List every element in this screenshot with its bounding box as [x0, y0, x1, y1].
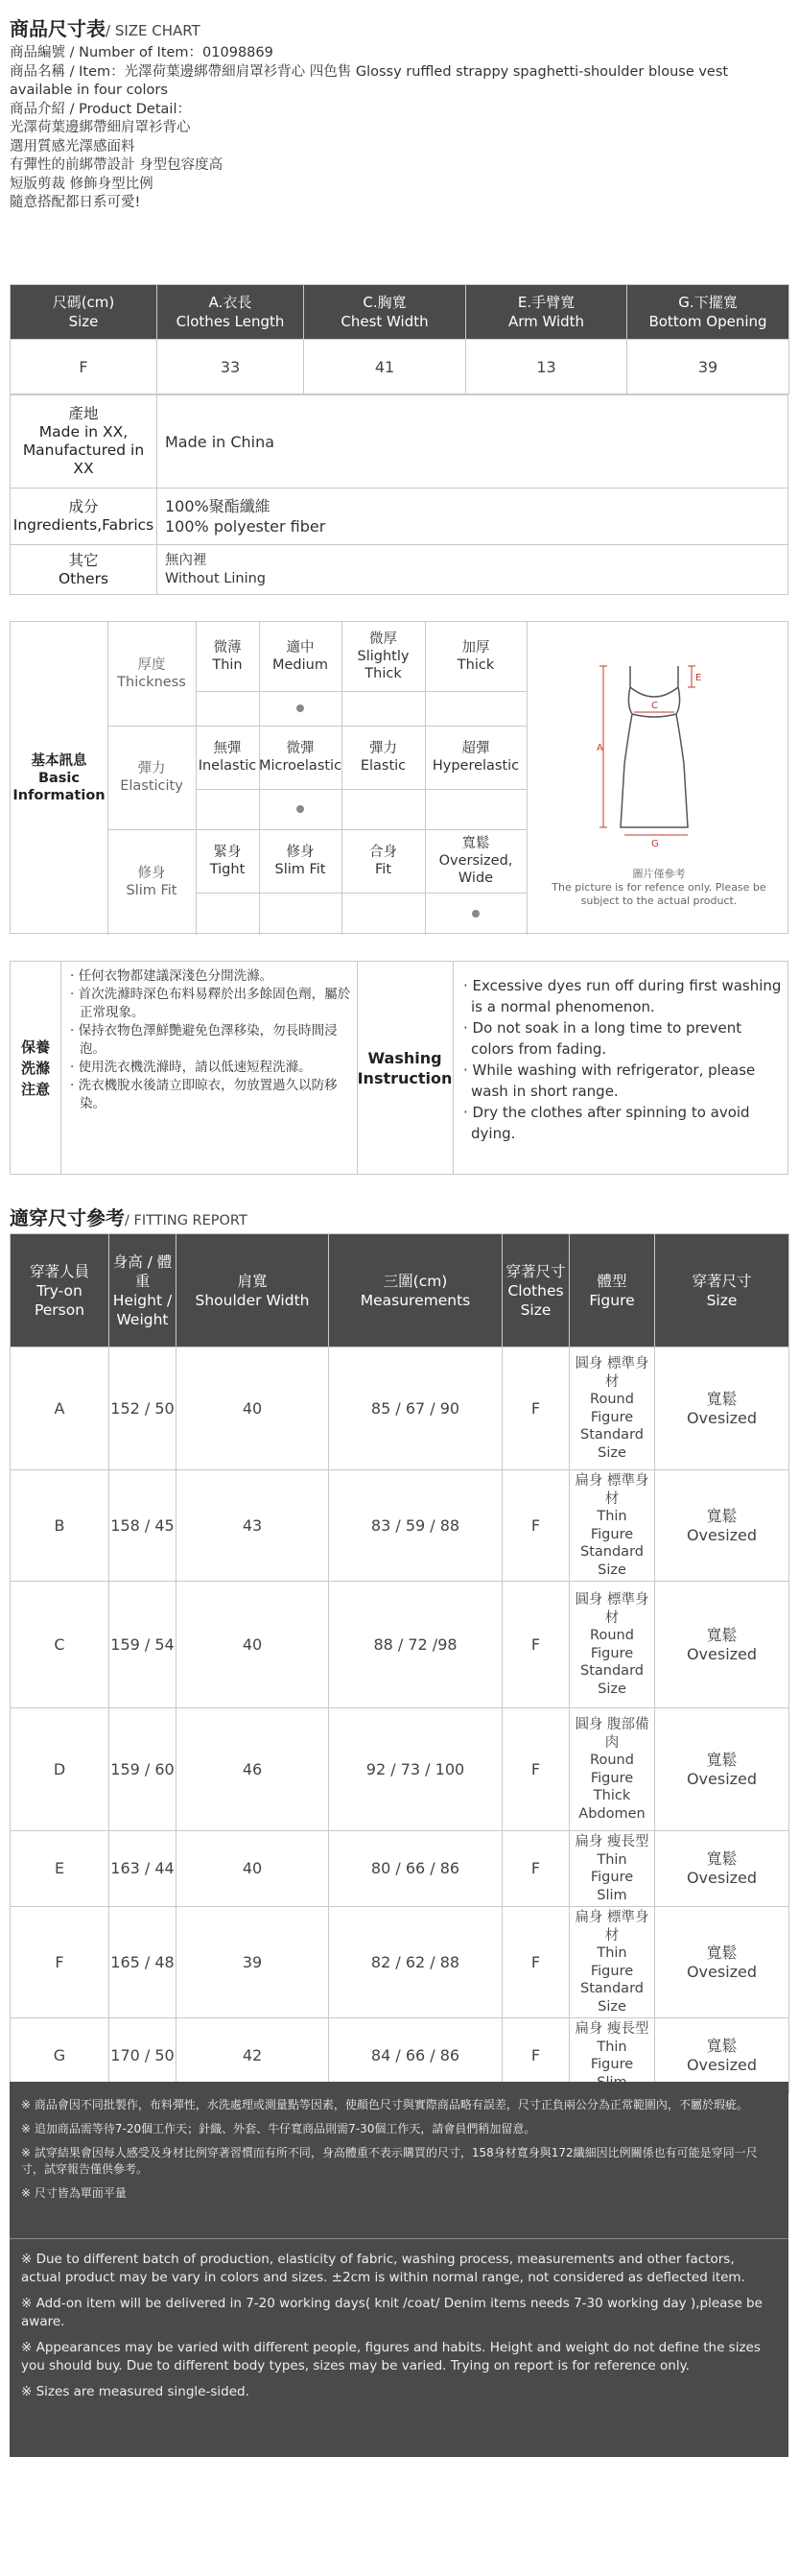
note-item: ※ Sizes are measured single-sided. [21, 2384, 249, 2399]
figure-header: 體型 Figure [570, 1234, 655, 1348]
fit-option-tight: 緊身 Tight [209, 845, 246, 877]
fit-option-oversized: 寬鬆 Oversized, Wide [438, 836, 513, 886]
arm-width-header: E.手臂寬 Arm Width [466, 285, 627, 340]
fitting-report-table [10, 1233, 789, 2094]
care-item-en: · Dry the clothes after spinning to avoid dying. [463, 1104, 750, 1142]
diagram-caption: 圖片僅參考 The picture is for refence only. Please be subject to the actual product. [552, 868, 766, 907]
care-item: · 洗衣機脫水後請立即晾衣，勿放置過久以防移染。 [70, 1078, 338, 1111]
note-item: ※ 追加商品需等待7-20個工作天；針織、外套、牛仔寬商品則需7-30個工作天，請會員們稍加留意。 [21, 2122, 536, 2135]
table-row: B 158 / 45 43 83 / 59 / 88 F 扁身 標準身材 Thin Figure Standard Size 寬鬆 Ovesized [11, 1470, 789, 1582]
diagram-label-e: E [695, 673, 702, 683]
origin-value: Made in China [157, 395, 788, 489]
clothes-size-header: 穿著尺寸 Clothes Size [503, 1234, 570, 1348]
product-detail-title: 商品介紹 / Product Detail： [10, 101, 191, 117]
clothes-length-header: A.衣長 Clothes Length [157, 285, 304, 340]
care-item: · 使用洗衣機洗滌時，請以低速短程洗滌。 [70, 1060, 312, 1075]
fit-option-fit: 合身 Fit [369, 845, 397, 877]
elasticity-option-microelastic: 微彈 Microelastic [258, 741, 342, 774]
thickness-option-thin: 微薄 Thin [212, 640, 243, 673]
table-row: A 152 / 50 40 85 / 67 / 90 F 圓身 標準身材 Round Figure Standard Size 寬鬆 Ovesized [11, 1348, 789, 1470]
diagram-label-g: G [651, 839, 659, 849]
basic-information-panel [10, 621, 788, 934]
size-chart-title-cn: 商品尺寸表 [10, 17, 106, 40]
size-chart-subtitle: / SIZE CHART [106, 22, 200, 39]
product-detail-item: 短版剪裁 修飾身型比例 [10, 176, 153, 192]
product-detail-item: 選用質感光澤感面料 [10, 138, 135, 155]
clothes-length-value: 33 [157, 340, 304, 394]
thickness-selected-dot [259, 691, 341, 726]
fitting-report-title: 適穿尺寸參考/ FITTING REPORT [10, 1206, 247, 1229]
care-item: · 保持衣物色澤鮮艷避免色澤移染，勿長時間浸泡。 [70, 1023, 338, 1057]
item-number: 商品編號 / Number of Item：01098869 [10, 45, 273, 60]
thickness-option-slightly-thick: 微厚 Slightly Thick [357, 632, 410, 681]
fit-label: 修身 Slim Fit [126, 866, 177, 898]
bottom-opening-header: G.下擺寬 Bottom Opening [627, 285, 789, 340]
origin-label: 產地 Made in XX, Manufactured in XX [11, 395, 157, 489]
item-name-line2: available in four colors [10, 83, 168, 98]
diagram-label-c: C [651, 701, 658, 711]
thickness-option-thick: 加厚 Thick [457, 640, 495, 673]
table-row: D 159 / 60 46 92 / 73 / 100 F 圓身 腹部備肉 Round Figure Thick Abdomen 寬鬆 Ovesized [11, 1708, 789, 1831]
table-row: E 163 / 44 40 80 / 66 / 86 F 扁身 瘦長型 Thin Figure Slim 寬鬆 Ovesized [11, 1831, 789, 1907]
product-attributes-table [10, 394, 788, 595]
ingredients-value: 100%聚酯纖維 100% polyester fiber [157, 489, 788, 545]
product-info [10, 44, 791, 213]
try-on-person-header: 穿著人員 Try-on Person [11, 1234, 109, 1348]
elasticity-option-hyperelastic: 超彈 Hyperelastic [432, 741, 520, 774]
table-row: G 170 / 50 42 84 / 66 / 86 F 扁身 瘦長型 Thin Figure 寬鬆 Ovesized [11, 2018, 789, 2094]
item-name-line1: 商品名稱 / Item：光澤荷葉邊綁帶細肩罩衫背心 四色售 Glossy ruffled strappy spaghetti-shoulder blouse vest [10, 63, 729, 80]
size-value: F [11, 340, 157, 394]
diagram-label-a: A [597, 743, 603, 753]
basic-info-label: 基本訊息 Basic Information [12, 753, 106, 803]
washing-instructions-panel [10, 961, 788, 1175]
care-item-en: · While washing with refrigerator, please wash in short range. [463, 1061, 756, 1100]
chest-width-value: 41 [304, 340, 466, 394]
table-row: C 159 / 54 40 88 / 72 /98 F 圓身 標準身材 Round Figure Standard Size 寬鬆 Ovesized [11, 1582, 789, 1708]
others-value: 無內裡 Without Lining [157, 545, 788, 595]
shoulder-width-header: 肩寬 Shoulder Width [176, 1234, 329, 1348]
arm-width-value: 13 [466, 340, 627, 394]
care-item-en: · Excessive dyes run off during first washing is a normal phenomenon. [463, 977, 782, 1015]
elasticity-label: 彈力 Elasticity [120, 761, 183, 794]
notes-cn [10, 2097, 788, 2209]
size-table [10, 284, 789, 394]
thickness-option-medium: 適中 Medium [272, 640, 328, 673]
measurements-header: 三圍(cm) Measurements [329, 1234, 503, 1348]
table-row: F 165 / 48 39 82 / 62 / 88 F 扁身 標準身材 Thin Figure Standard Size 寬鬆 Ovesized [11, 1907, 789, 2018]
height-weight-header: 身高 / 體重 Height / Weight [109, 1234, 176, 1348]
thickness-label: 厚度 Thickness [117, 657, 186, 690]
note-item: ※ Appearances may be varied with different people, figures and habits. Height and weight do not define the sizes you should buy. Due to different body types, sizes may be varied. Trying on report is for reference only. [21, 2340, 761, 2373]
others-label: 其它 Others [11, 545, 157, 595]
size-header: 尺碼(cm) Size [11, 285, 157, 340]
elasticity-selected-dot [259, 789, 341, 829]
note-item: ※ Add-on item will be delivered in 7-20 working days( knit /coat/ Denim items needs 7-30 working day ),please be aware. [21, 2296, 763, 2329]
product-detail-item: 光澤荷葉邊綁帶細肩罩衫背心 [10, 120, 191, 135]
product-detail-item: 有彈性的前綁帶設計 身型包容度高 [10, 157, 223, 173]
note-item: ※ Due to different batch of production, elasticity of fabric, washing process, measurements and other factors, actual product may be vary in colors and sizes. ±2cm is within normal range, not considered as deflected item. [21, 2252, 745, 2285]
notes-en [10, 2251, 788, 2409]
notes-panel [10, 2082, 788, 2457]
bottom-opening-value: 39 [627, 340, 789, 394]
elasticity-option-inelastic: 無彈 Inelastic [198, 741, 257, 774]
care-list-cn [68, 967, 352, 1113]
care-item-en: · Do not soak in a long time to prevent colors from fading. [463, 1019, 742, 1058]
product-detail-item: 隨意搭配都日系可愛! [10, 195, 141, 210]
care-item: · 首次洗滌時深色布料易釋於出多餘固色劑，屬於正常現象。 [70, 987, 351, 1020]
fit-option-slim-fit: 修身 Slim Fit [274, 845, 326, 877]
chest-width-header: C.胸寬 Chest Width [304, 285, 466, 340]
note-item: ※ 試穿結果會因每人感受及身材比例穿著習慣而有所不同，身高體重不表示購買的尺寸，158身材寬身與172纖細因比例關係也有可能是穿同一尺寸，試穿報告僅供參考。 [21, 2146, 758, 2176]
care-list-en [459, 975, 786, 1144]
fit-selected-dot [425, 893, 527, 935]
elasticity-option-elastic: 彈力 Elastic [360, 741, 407, 774]
fit-size-header: 穿著尺寸 Size [655, 1234, 789, 1348]
garment-diagram [548, 658, 768, 860]
note-item: ※ 尺寸皆為單面平量 [21, 2186, 127, 2200]
care-label: 保養 洗滌 注意 [20, 1038, 50, 1098]
care-item: · 任何衣物都建議深淺色分開洗滌。 [70, 968, 273, 984]
ingredients-label: 成分 Ingredients,Fabrics [11, 489, 157, 545]
note-item: ※ 商品會因不同批製作，布料彈性，水洗處理或測量點等因素，使顏色尺寸與實際商品略有誤差，尺寸正負兩公分為正常範圍內，不屬於瑕疵。 [21, 2098, 748, 2111]
washing-instruction-title: Washing Instruction [357, 1048, 453, 1087]
size-chart-title [10, 13, 200, 41]
